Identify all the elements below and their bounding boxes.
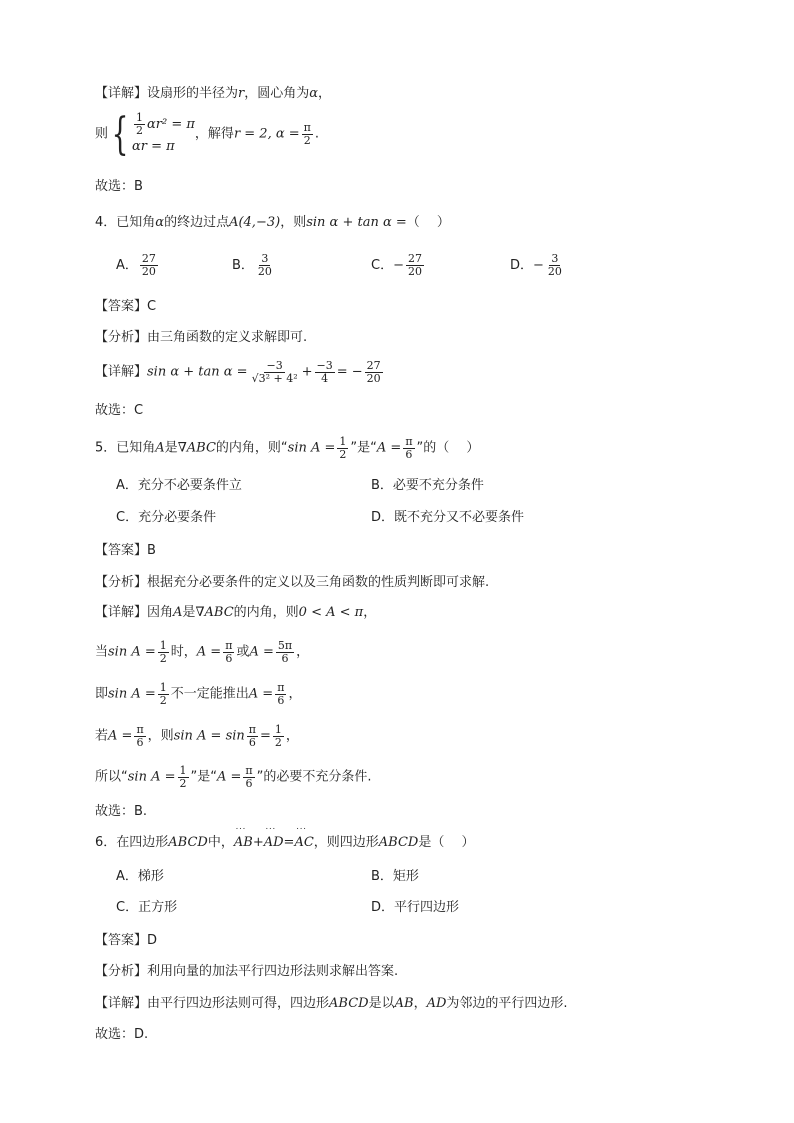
q6-option-b: B．矩形 — [371, 869, 419, 884]
q5-option-d: D．既不充分又不必要条件 — [371, 510, 525, 525]
q6-detail: 【详解】由平行四边形法则可得，四边形ABCD是以AB，AD为邻边的平行四边形. — [95, 996, 568, 1011]
equation-system-line: 则{ $\frac{1}{2}$ αr² = π αr = π ，解得r = 2, α = $\frac{\pi}{2}$ . — [95, 108, 320, 160]
q5-detail-4: 若A = $\frac{\pi}{6}$ ，则sin A = sin $\frac{\pi}{6}$ = $\frac{1}{2}$ ， — [95, 723, 299, 749]
q5-detail-2: 当sin A = $\frac{1}{2}$ 时，A = $\frac{\pi}{6}$ 或A = $\frac{5\pi}{6}$ ， — [95, 639, 310, 665]
q6-option-c: C．正方形 — [116, 900, 178, 915]
left-brace-icon: { — [111, 108, 129, 160]
question-5-stem: 5．已知角A是∇ABC的内角，则“sin A = $\frac{1}{2}$ ”是“A = $\frac{\pi}{6}$ ”的（ ） — [95, 435, 480, 461]
q4-option-a: A． $\frac{27}{20}$ — [116, 252, 156, 278]
q5-detail-1: 【详解】因角A是∇ABC的内角，则0 < A < π， — [95, 605, 377, 620]
q5-option-a: A．充分不必要条件立 — [116, 478, 242, 493]
q5-answer: 【答案】B — [95, 543, 156, 558]
q6-answer: 【答案】D — [95, 933, 158, 948]
detail-tag: 【详解】 — [95, 86, 148, 101]
q5-analysis: 【分析】根据充分必要条件的定义以及三角函数的性质判断即可求解. — [95, 575, 490, 590]
detail-line-sector: 【详解】设扇形的半径为r，圆心角为α， — [95, 86, 332, 101]
q4-analysis: 【分析】由三角函数的定义求解即可. — [95, 330, 308, 345]
q6-select: 故选：D. — [95, 1027, 149, 1042]
q5-option-c: C．充分必要条件 — [116, 510, 217, 525]
q5-select: 故选：B. — [95, 804, 148, 819]
q4-detail: 【详解】sin α + tan α = $\frac{-3}{\text{√3² + 4²}}$ + $\frac{-3}{4}$ = − $\frac{27}{20}$ — [95, 359, 381, 385]
vector-ab: ˙˙˙ AB — [234, 834, 253, 852]
select-line: 故选：B — [95, 179, 143, 194]
question-4-stem: 4．已知角α的终边过点A(4,−3)，则sin α + tan α =（ ） — [95, 215, 450, 230]
vector-ad: ˙˙˙ AD — [264, 834, 284, 852]
q4-select: 故选：C — [95, 403, 144, 418]
q5-detail-5: 所以“sin A = $\frac{1}{2}$ ”是“A = $\frac{\pi}{6}$ ”的必要不充分条件. — [95, 764, 372, 790]
q4-option-d: D．− $\frac{3}{20}$ — [510, 252, 562, 278]
question-6-stem: 6．在四边形ABCD中，˙˙˙ AB+˙˙˙ AD=˙˙˙ AC，则四边形ABCD是（ ） — [95, 834, 475, 852]
q4-option-b: B． $\frac{3}{20}$ — [232, 252, 272, 278]
q5-detail-3: 即sin A = $\frac{1}{2}$ 不一定能推出A = $\frac{\pi}{6}$ ， — [95, 681, 302, 707]
equation-system: $\frac{1}{2}$ αr² = π αr = π — [132, 111, 195, 154]
q6-analysis: 【分析】利用向量的加法平行四边形法则求解出答案. — [95, 964, 399, 979]
q6-option-d: D．平行四边形 — [371, 900, 460, 915]
vector-ac: ˙˙˙ AC — [294, 834, 313, 852]
q4-option-c: C．− $\frac{27}{20}$ — [371, 252, 422, 278]
q6-option-a: A．梯形 — [116, 869, 164, 884]
q4-answer: 【答案】C — [95, 299, 157, 314]
q5-option-b: B．必要不充分条件 — [371, 478, 484, 493]
